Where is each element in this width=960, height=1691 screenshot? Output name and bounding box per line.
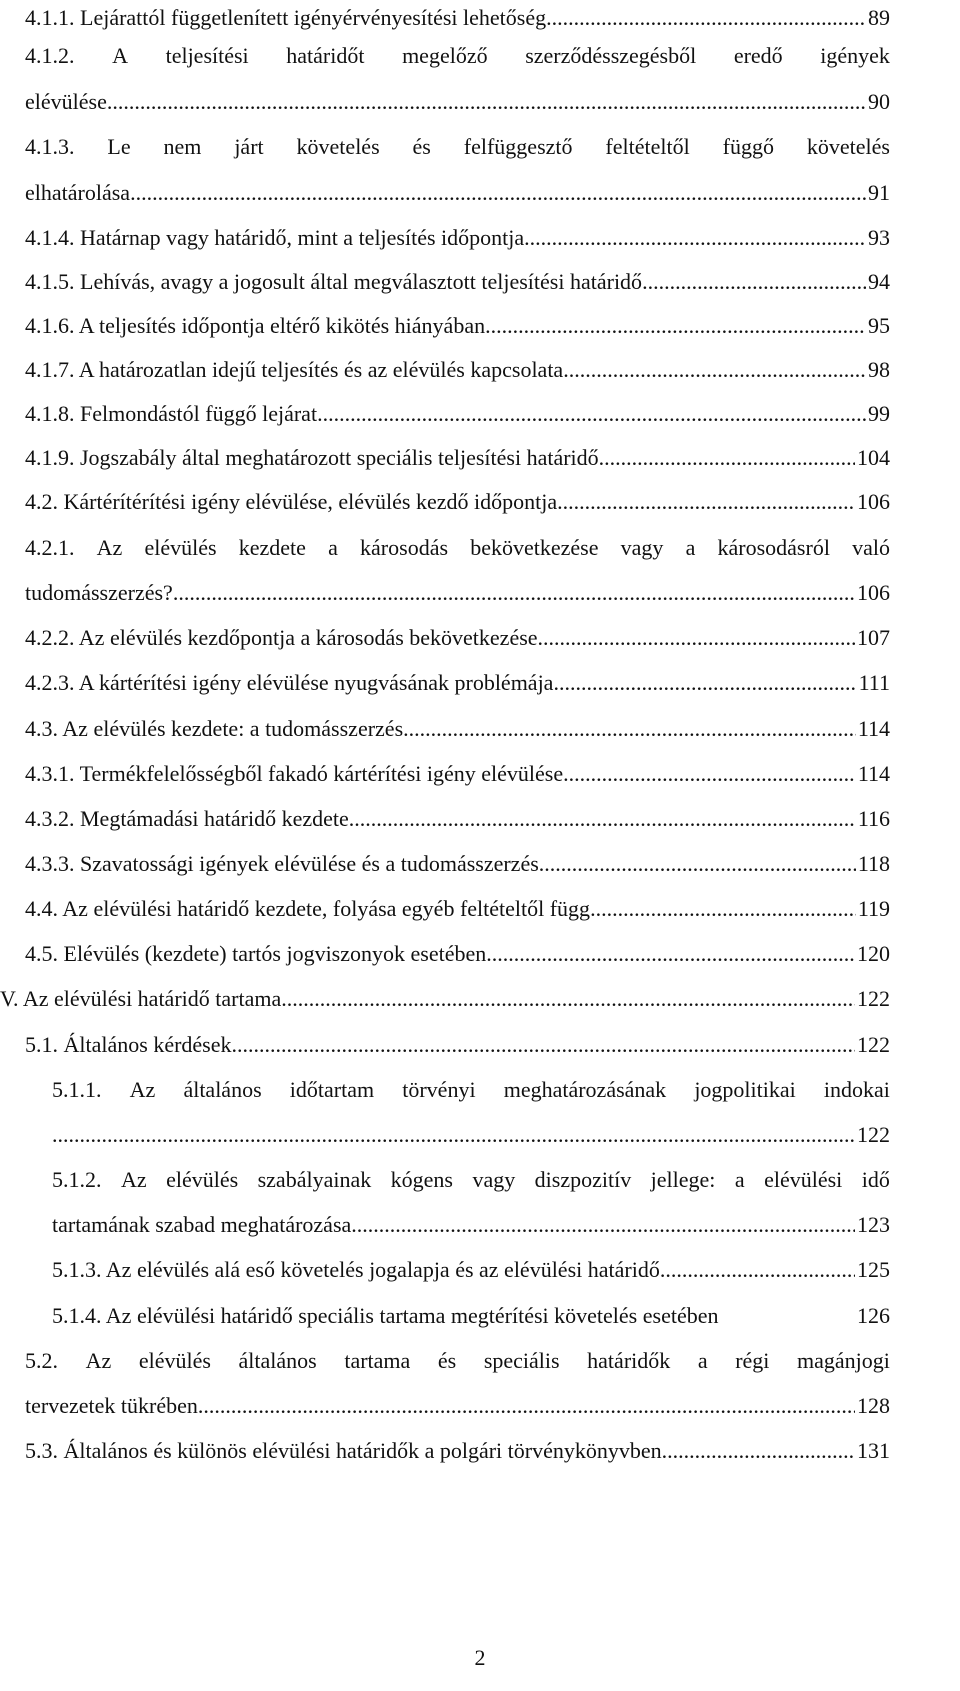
leader-dots (590, 893, 856, 924)
toc-entry-title: 4.1.8. Felmondástól függő lejárat (25, 401, 318, 426)
toc-entry-5-1-3[interactable] (52, 1254, 890, 1285)
word: 4.2.1. (25, 535, 75, 560)
toc-page-number: 125 (857, 1257, 890, 1282)
toc-entry-title: 4.1.9. Jogszabály által meghatározott speciális teljesítési határidő (25, 445, 599, 470)
toc-page-number: 120 (857, 941, 890, 966)
leader-dots (349, 803, 856, 834)
word: nem (163, 134, 202, 159)
word: 4.1.2. (25, 43, 75, 68)
leader-dots (52, 1119, 855, 1150)
word: igények (820, 43, 890, 68)
toc-page-number: 94 (868, 269, 890, 294)
word: határidőt (286, 43, 365, 68)
toc-entry-5-1-1[interactable] (52, 1074, 890, 1105)
toc-page-number: 111 (858, 670, 890, 695)
toc-entry-title-line1 (52, 1164, 890, 1195)
toc-entry-4-2-2[interactable] (25, 622, 890, 653)
toc-page-number: 91 (868, 180, 890, 205)
word: való (852, 535, 890, 560)
toc-entry-5-1-1-cont[interactable] (52, 1119, 890, 1150)
word: a (328, 535, 338, 560)
toc-entry-4-1-8[interactable] (25, 398, 890, 429)
word: kógens (390, 1167, 453, 1192)
leader-dots (557, 486, 855, 517)
word: 5.2. (25, 1348, 58, 1373)
toc-entry-4-3-2[interactable] (25, 803, 890, 834)
toc-page-number: 114 (857, 761, 890, 786)
word: elévülés (138, 1348, 211, 1373)
word: Az (120, 1167, 147, 1192)
toc-page-number: 89 (868, 5, 890, 30)
toc-entry-5-1-2[interactable] (52, 1164, 890, 1195)
word: magánjogi (797, 1348, 890, 1373)
word: speciális (483, 1348, 560, 1373)
toc-page-number: 107 (857, 625, 890, 650)
word: követelés (296, 134, 380, 159)
toc-entry-title: 4.5. Elévülés (kezdete) tartós jogviszonyok esetében (25, 941, 487, 966)
leader-dots (485, 310, 866, 341)
word: szerződésszegésből (525, 43, 697, 68)
toc-entry-4-2-1-cont[interactable] (25, 577, 890, 608)
word: elévülési (764, 1167, 843, 1192)
toc-entry-4-1-6[interactable] (25, 310, 890, 341)
word: a (734, 1167, 745, 1192)
toc-entry-title-line2: tervezetek tükrében (25, 1393, 198, 1418)
toc-page-number: 122 (857, 1122, 890, 1147)
toc-entry-4-1-9[interactable] (25, 442, 890, 473)
word: általános (183, 1077, 262, 1102)
toc-page-number: 106 (857, 580, 890, 605)
toc-entry-title: 5.3. Általános és különös elévülési határidők a polgári törvénykönyvben (25, 1438, 662, 1463)
word: és (412, 134, 431, 159)
toc-entry-5-3[interactable] (25, 1435, 890, 1466)
word: elévülés (144, 535, 217, 560)
word: időtartam (289, 1077, 375, 1102)
toc-entry-line (52, 1300, 890, 1331)
word: régi (735, 1348, 770, 1373)
word: vagy (620, 535, 664, 560)
word: általános (238, 1348, 317, 1373)
toc-entry-title-line1 (25, 131, 890, 162)
leader-dots (351, 1209, 855, 1240)
toc-entry-title: 4.3.3. Szavatossági igények elévülése és a tudomásszerzés (25, 851, 539, 876)
leader-dots (642, 266, 866, 297)
leader-dots (173, 577, 855, 608)
leader-dots (538, 622, 855, 653)
leader-dots (486, 938, 855, 969)
toc-entry-5-1[interactable] (25, 1029, 890, 1060)
leader-dots (553, 667, 856, 698)
toc-entry-4-2-3[interactable] (25, 667, 890, 698)
toc-entry-title-line1 (25, 532, 890, 563)
toc-entry-title: 4.2. Kártérítérítési igény elévülése, elévülés kezdő időpontja (25, 489, 558, 514)
toc-entry-title: 4.3. Az elévülés kezdete: a tudomásszerzés (25, 716, 404, 741)
word: 5.1.2. (52, 1167, 102, 1192)
word: megelőző (402, 43, 488, 68)
word: Az (129, 1077, 156, 1102)
toc-entry-title-line2: elévülése (25, 89, 107, 114)
word: A (112, 43, 128, 68)
toc-entry-4-3-1[interactable] (25, 758, 890, 789)
toc-entry-4-2-1[interactable] (25, 532, 890, 563)
toc-page-number: 118 (857, 851, 890, 876)
word: járt (234, 134, 264, 159)
toc-entry-title: 4.2.2. Az elévülés kezdőpontja a károsodás bekövetkezése (25, 625, 538, 650)
toc-page-number: 93 (868, 225, 890, 250)
word: szabályainak (257, 1167, 372, 1192)
word: követelés (806, 134, 890, 159)
leader-dots (232, 1029, 856, 1060)
page-number: 2 (474, 1645, 486, 1670)
word: 4.1.3. (25, 134, 75, 159)
word: károsodás (360, 535, 449, 560)
toc-entry-5-1-2-cont[interactable] (52, 1209, 890, 1240)
leader-dots (130, 177, 866, 208)
toc-page-number: 95 (868, 313, 890, 338)
word: elévülés (166, 1167, 239, 1192)
word: Le (107, 134, 131, 159)
word: idő (861, 1167, 890, 1192)
toc-entry-4-1-3-cont[interactable] (25, 177, 890, 208)
toc-entry-title: 5.1. Általános kérdések (25, 1032, 232, 1057)
toc-entry-4-1-2[interactable] (25, 40, 890, 71)
toc-entry-title-line1 (52, 1074, 890, 1105)
toc-entry-title: 4.1.5. Lehívás, avagy a jogosult által megválasztott teljesítési határidő (25, 269, 643, 294)
word: indokai (823, 1077, 890, 1102)
word: Az (96, 535, 123, 560)
leader-dots (524, 222, 866, 253)
word: kezdete (238, 535, 306, 560)
toc-entry-4-1-3[interactable] (25, 131, 890, 162)
toc-entry-title: 4.1.6. A teljesítés időpontja eltérő kikötés hiányában (25, 313, 486, 338)
toc-entry-4-3[interactable] (25, 713, 890, 744)
toc-entry-v[interactable] (0, 983, 890, 1014)
toc-entry-title: 5.1.3. Az elévülés alá eső követelés jogalapja és az elévülési határidő (52, 1257, 660, 1282)
leader-dots (662, 1435, 855, 1466)
word: bekövetkezése (470, 535, 599, 560)
toc-entry-title: 4.3.2. Megtámadási határidő kezdete (25, 806, 349, 831)
toc-page-number: 126 (857, 1303, 890, 1328)
word: meghatározásának (503, 1077, 667, 1102)
toc-entry-title: 4.1.7. A határozatlan idejű teljesítés és az elévülés kapcsolata (25, 357, 564, 382)
word: teljesítési (165, 43, 249, 68)
word: diszpozitív (534, 1167, 632, 1192)
word: feltételtől (605, 134, 690, 159)
word: a (685, 535, 696, 560)
word: törvényi (402, 1077, 476, 1102)
leader-dots (317, 398, 866, 429)
leader-dots (546, 2, 866, 33)
word: felfüggesztő (463, 134, 573, 159)
toc-entry-title: V. Az elévülési határidő tartama (0, 986, 282, 1011)
toc-entry-4-5[interactable] (25, 938, 890, 969)
toc-page-number: 90 (868, 89, 890, 114)
toc-entry-title-line2: tartamának szabad meghatározása (52, 1212, 352, 1237)
word: a (697, 1348, 708, 1373)
leader-dots (599, 442, 855, 473)
leader-dots (403, 713, 856, 744)
toc-entry-title-line2: elhatárolása (25, 180, 131, 205)
toc-entry-4-1-5[interactable] (25, 266, 890, 297)
toc-entry-4-1-7[interactable] (25, 354, 890, 385)
leader-dots (281, 983, 855, 1014)
toc-entry-title: 4.2.3. A kártérítési igény elévülése nyugvásának problémája (25, 670, 554, 695)
word: Az (85, 1348, 112, 1373)
toc-page-number: 123 (857, 1212, 890, 1237)
word: eredő (733, 43, 783, 68)
toc-page-number: 114 (857, 716, 890, 741)
word: jellege: (650, 1167, 716, 1192)
toc-entry-5-2[interactable] (25, 1345, 890, 1376)
toc-entry-5-2-cont[interactable] (25, 1390, 890, 1421)
toc-entry-4-1-4[interactable] (25, 222, 890, 253)
toc-page-number: 122 (857, 1032, 890, 1057)
leader-dots (539, 848, 856, 879)
toc-entry-title: 4.1.4. Határnap vagy határidő, mint a teljesítés időpontja (25, 225, 525, 250)
toc-page-number: 119 (857, 896, 890, 921)
toc-page-number: 104 (857, 445, 890, 470)
toc-page-number: 131 (857, 1438, 890, 1463)
toc-entry-title: 5.1.4. Az elévülési határidő speciális tartama megtérítési követelés esetében (52, 1303, 719, 1328)
toc-entry-title-line2: tudomásszerzés? (25, 580, 173, 605)
toc-entry-4-2[interactable] (25, 486, 890, 517)
word: jogpolitikai (694, 1077, 796, 1102)
toc-entry-title-line1 (25, 1345, 890, 1376)
toc-page-number: 106 (857, 489, 890, 514)
leader-dots (660, 1254, 855, 1285)
toc-entry-title-line1 (25, 40, 890, 71)
toc-page-number: 128 (857, 1393, 890, 1418)
word: határidők (587, 1348, 671, 1373)
word: és (437, 1348, 457, 1373)
toc-page-number: 116 (857, 806, 890, 831)
word: 5.1.1. (52, 1077, 102, 1102)
toc-page-number: 98 (868, 357, 890, 382)
toc-page-number: 99 (868, 401, 890, 426)
word: tartama (344, 1348, 411, 1373)
word: vagy (472, 1167, 516, 1192)
leader-dots (563, 758, 856, 789)
toc-entry-4-3-3[interactable] (25, 848, 890, 879)
toc-entry-4-1-2-cont[interactable] (25, 86, 890, 117)
word: károsodásról (717, 535, 830, 560)
toc-page-number: 122 (857, 986, 890, 1011)
leader-dots (198, 1390, 855, 1421)
toc-entry-title: 4.3.1. Termékfelelősségből fakadó kártérítési igény elévülése (25, 761, 564, 786)
toc-entry-5-1-4[interactable] (52, 1300, 890, 1331)
leader-dots (107, 86, 866, 117)
word: függő (722, 134, 774, 159)
leader-dots (563, 354, 866, 385)
toc-entry-4-4[interactable] (25, 893, 890, 924)
toc-entry-4-1-1[interactable] (25, 2, 890, 33)
toc-entry-title: 4.1.1. Lejárattól függetlenített igényérvényesítési lehetőség (25, 5, 547, 30)
toc-entry-title: 4.4. Az elévülési határidő kezdete, folyása egyéb feltételtől függ (25, 896, 591, 921)
